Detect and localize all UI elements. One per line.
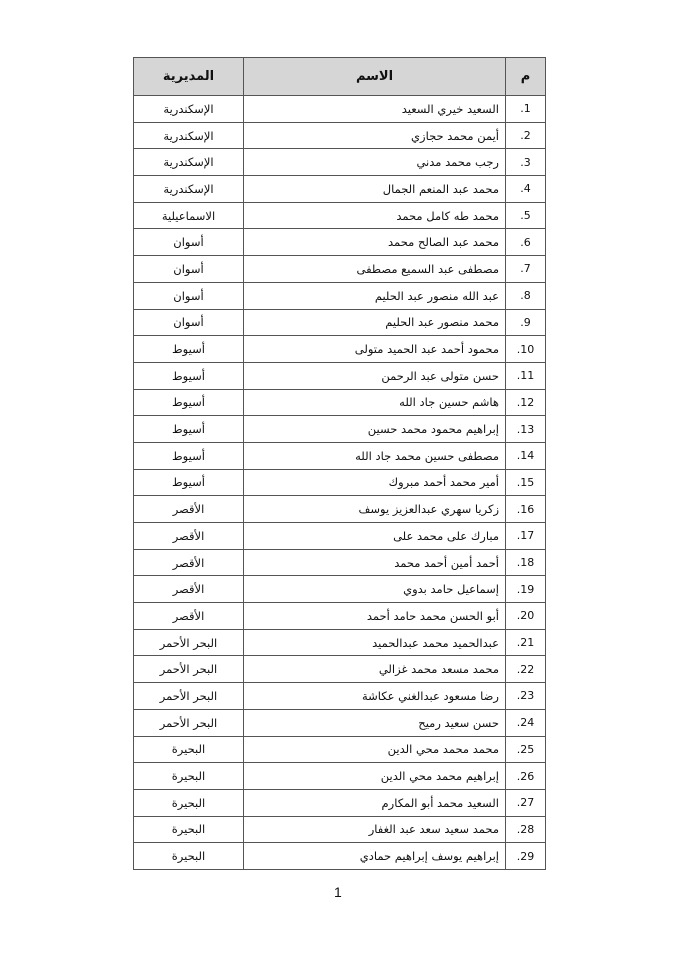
table-row [134,336,546,363]
row-name: مبارك على محمد على [244,523,506,550]
row-name: محمد سعيد سعد عبد الغفار [244,816,506,843]
row-directorate: أسيوط [134,469,244,496]
row-name: السعيد محمد أبو المكارم [244,789,506,816]
row-directorate: الإسكندرية [134,176,244,203]
table-row [134,362,546,389]
row-directorate: البحر الأحمر [134,629,244,656]
table-row [134,389,546,416]
row-directorate: الأقصر [134,603,244,630]
table-row [134,763,546,790]
row-name: إبراهيم يوسف إبراهيم حمادي [244,843,506,870]
row-number: 28. [506,816,546,843]
table-row [134,683,546,710]
table-row [134,843,546,870]
row-directorate: البحيرة [134,843,244,870]
row-directorate: الإسكندرية [134,149,244,176]
row-number: 13. [506,416,546,443]
row-directorate: الأقصر [134,576,244,603]
row-number: 23. [506,683,546,710]
row-name: حسن سعيد رميح [244,709,506,736]
row-number: 12. [506,389,546,416]
row-number: 11. [506,362,546,389]
row-name: هاشم حسين جاد الله [244,389,506,416]
table-row [134,176,546,203]
row-number: 4. [506,176,546,203]
table-row [134,229,546,256]
row-directorate: الإسكندرية [134,96,244,123]
row-directorate: البحيرة [134,763,244,790]
row-number: 27. [506,789,546,816]
row-number: 29. [506,843,546,870]
row-directorate: الاسماعيلية [134,202,244,229]
row-number: 7. [506,256,546,283]
table-row [134,469,546,496]
header-name: الاسم [244,58,506,96]
row-number: 14. [506,442,546,469]
row-number: 5. [506,202,546,229]
table-row [134,256,546,283]
row-name: مصطفى عبد السميع مصطفى [244,256,506,283]
row-name: محمد عبد الصالح محمد [244,229,506,256]
row-name: السعيد خيري السعيد [244,96,506,123]
table-row [134,442,546,469]
row-directorate: البحر الأحمر [134,683,244,710]
row-name: محمد محمد محي الدين [244,736,506,763]
row-number: 24. [506,709,546,736]
row-directorate: أسوان [134,282,244,309]
row-number: 9. [506,309,546,336]
row-name: رضا مسعود عبدالغني عكاشة [244,683,506,710]
row-directorate: الأقصر [134,496,244,523]
row-directorate: أسيوط [134,362,244,389]
table-header-row [134,58,546,96]
row-directorate: البحيرة [134,736,244,763]
row-number: 26. [506,763,546,790]
row-number: 19. [506,576,546,603]
row-name: زكريا سهري عبدالعزيز يوسف [244,496,506,523]
row-number: 15. [506,469,546,496]
row-directorate: البحيرة [134,816,244,843]
row-name: محمد منصور عبد الحليم [244,309,506,336]
table-row [134,736,546,763]
row-name: عبد الله منصور عبد الحليم [244,282,506,309]
table-row [134,816,546,843]
row-name: إبراهيم محمود محمد حسين [244,416,506,443]
row-directorate: أسيوط [134,442,244,469]
table-row [134,656,546,683]
row-directorate: البحر الأحمر [134,709,244,736]
row-directorate: أسوان [134,309,244,336]
table-row [134,202,546,229]
row-number: 3. [506,149,546,176]
row-name: رجب محمد مدني [244,149,506,176]
row-name: إسماعيل حامد بدوي [244,576,506,603]
row-number: 16. [506,496,546,523]
row-number: 1. [506,96,546,123]
row-directorate: أسيوط [134,336,244,363]
table-row [134,629,546,656]
row-name: محمد طه كامل محمد [244,202,506,229]
table-row [134,523,546,550]
table-row [134,603,546,630]
table-row [134,149,546,176]
row-directorate: الأقصر [134,523,244,550]
table-row [134,496,546,523]
row-directorate: أسوان [134,256,244,283]
names-table [133,57,546,870]
table-row [134,416,546,443]
row-name: مصطفى حسين محمد جاد الله [244,442,506,469]
row-directorate: أسوان [134,229,244,256]
row-number: 2. [506,122,546,149]
row-number: 6. [506,229,546,256]
row-name: أبو الحسن محمد حامد أحمد [244,603,506,630]
row-directorate: أسيوط [134,389,244,416]
row-number: 20. [506,603,546,630]
table-row [134,309,546,336]
row-name: أحمد أمين أحمد محمد [244,549,506,576]
row-name: إبراهيم محمد محي الدين [244,763,506,790]
row-number: 22. [506,656,546,683]
row-number: 18. [506,549,546,576]
header-number: م [506,58,546,96]
row-directorate: أسيوط [134,416,244,443]
table-row [134,122,546,149]
table-row [134,549,546,576]
row-directorate: الأقصر [134,549,244,576]
row-number: 17. [506,523,546,550]
table-row [134,789,546,816]
row-directorate: البحيرة [134,789,244,816]
table-row [134,576,546,603]
row-number: 8. [506,282,546,309]
header-directorate: المديرية [134,58,244,96]
row-name: أيمن محمد حجازي [244,122,506,149]
row-directorate: البحر الأحمر [134,656,244,683]
page-number: 1 [334,884,342,900]
row-directorate: الإسكندرية [134,122,244,149]
table-row [134,282,546,309]
table-row [134,96,546,123]
row-name: محمود أحمد عبد الحميد متولى [244,336,506,363]
row-name: أمير محمد أحمد مبروك [244,469,506,496]
row-name: محمد عبد المنعم الجمال [244,176,506,203]
table-row [134,709,546,736]
row-number: 21. [506,629,546,656]
row-number: 25. [506,736,546,763]
row-number: 10. [506,336,546,363]
row-name: عبدالحميد محمد عبدالحميد [244,629,506,656]
row-name: حسن متولى عبد الرحمن [244,362,506,389]
row-name: محمد مسعد محمد غزالي [244,656,506,683]
